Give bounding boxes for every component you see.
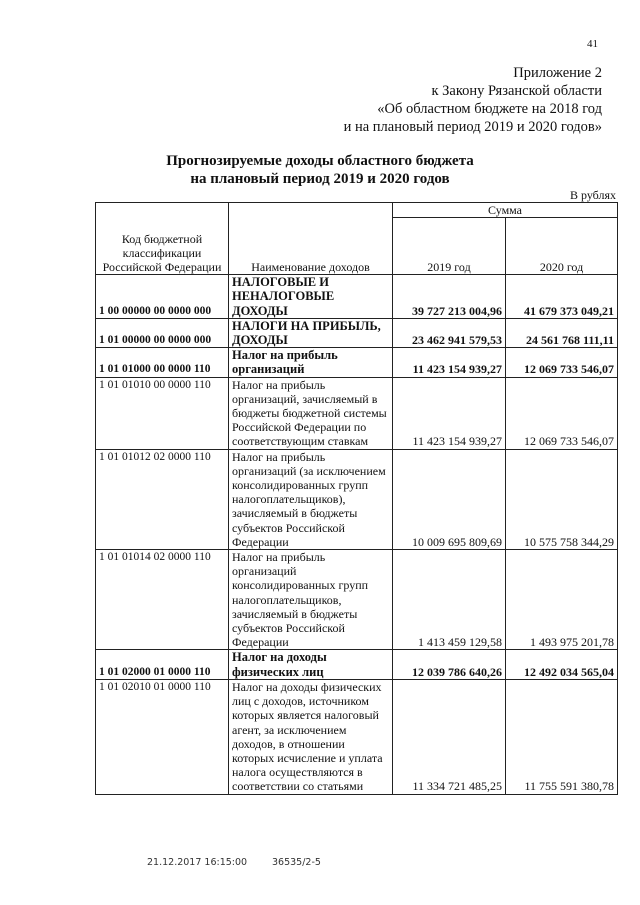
- row-value-2020: 24 561 768 111,11: [506, 318, 618, 347]
- unit-note: В рублях: [569, 188, 616, 202]
- row-value-2019: 11 423 154 939,27: [393, 377, 506, 449]
- row-value-2020: 12 069 733 546,07: [506, 377, 618, 449]
- row-code: 1 01 01000 00 0000 110: [96, 348, 229, 377]
- footer-timestamp: 21.12.2017 16:15:00: [147, 857, 248, 868]
- row-value-2019: 11 423 154 939,27: [393, 348, 506, 377]
- table-row: [96, 318, 618, 347]
- row-code: 1 00 00000 00 0000 000: [96, 275, 229, 319]
- table-row: [96, 679, 618, 794]
- row-name: Налог на прибыль организаций: [229, 348, 393, 377]
- table-row: [96, 275, 618, 319]
- header-name: Наименование доходов: [229, 203, 393, 275]
- table-row: [96, 449, 618, 549]
- row-code: 1 01 02010 01 0000 110: [96, 679, 229, 794]
- row-value-2019: 23 462 941 579,53: [393, 318, 506, 347]
- row-name: Налог на доходы физических лиц с доходов, источником которых является налоговый агент, за исключением доходов, в отношении которых исчисление и уплата налога осуществляются в соответствии со статьями: [229, 679, 393, 794]
- row-code: 1 01 00000 00 0000 000: [96, 318, 229, 347]
- header-year-2019: 2019 год: [393, 218, 506, 275]
- row-value-2020: 12 492 034 565,04: [506, 650, 618, 679]
- title-line-1: Прогнозируемые доходы областного бюджета: [166, 153, 474, 169]
- appendix-line-1: Приложение 2: [513, 65, 602, 81]
- row-value-2019: 39 727 213 004,96: [393, 275, 506, 319]
- row-name: Налог на прибыль организаций (за исключением консолидированных групп налогоплательщиков), зачисляемый в бюджеты субъектов Российской Федерации: [229, 449, 393, 549]
- appendix-line-4: и на плановый период 2019 и 2020 годов»: [343, 119, 602, 135]
- header-sum: Сумма: [393, 203, 618, 218]
- row-name: Налог на прибыль организаций консолидированных групп налогоплательщиков, зачисляемый в бюджеты субъектов Российской Федерации: [229, 550, 393, 650]
- row-code: 1 01 01010 00 0000 110: [96, 377, 229, 449]
- row-code: 1 01 01012 02 0000 110: [96, 449, 229, 549]
- appendix-line-2: к Закону Рязанской области: [431, 83, 602, 99]
- table-row: [96, 377, 618, 449]
- row-value-2020: 1 493 975 201,78: [506, 550, 618, 650]
- row-value-2019: 1 413 459 129,58: [393, 550, 506, 650]
- row-code: 1 01 01014 02 0000 110: [96, 550, 229, 650]
- row-code: 1 01 02000 01 0000 110: [96, 650, 229, 679]
- row-value-2020: 10 575 758 344,29: [506, 449, 618, 549]
- row-name: НАЛОГОВЫЕ И НЕНАЛОГОВЫЕ ДОХОДЫ: [229, 275, 393, 319]
- row-value-2020: 12 069 733 546,07: [506, 348, 618, 377]
- row-value-2019: 11 334 721 485,25: [393, 679, 506, 794]
- table-row: [96, 550, 618, 650]
- row-name: Налог на прибыль организаций, зачисляемый в бюджеты бюджетной системы Российской Федерации по соответствующим ставкам: [229, 377, 393, 449]
- table-row: [96, 650, 618, 679]
- table-row: [96, 348, 618, 377]
- row-value-2019: 12 039 786 640,26: [393, 650, 506, 679]
- title-line-2: на плановый период 2019 и 2020 годов: [190, 171, 450, 187]
- row-name: НАЛОГИ НА ПРИБЫЛЬ, ДОХОДЫ: [229, 318, 393, 347]
- row-value-2020: 41 679 373 049,21: [506, 275, 618, 319]
- footer-document-id: 36535/2-5: [272, 857, 321, 868]
- appendix-header: [242, 64, 602, 136]
- page-number: 41: [587, 38, 598, 50]
- revenue-table: [95, 202, 618, 795]
- document-title: [0, 152, 640, 188]
- header-year-2020: 2020 год: [506, 218, 618, 275]
- row-value-2020: 11 755 591 380,78: [506, 679, 618, 794]
- appendix-line-3: «Об областном бюджете на 2018 год: [377, 101, 602, 117]
- row-name: Налог на доходы физических лиц: [229, 650, 393, 679]
- header-code: Код бюджетной классификации Российской Федерации: [96, 203, 229, 275]
- row-value-2019: 10 009 695 809,69: [393, 449, 506, 549]
